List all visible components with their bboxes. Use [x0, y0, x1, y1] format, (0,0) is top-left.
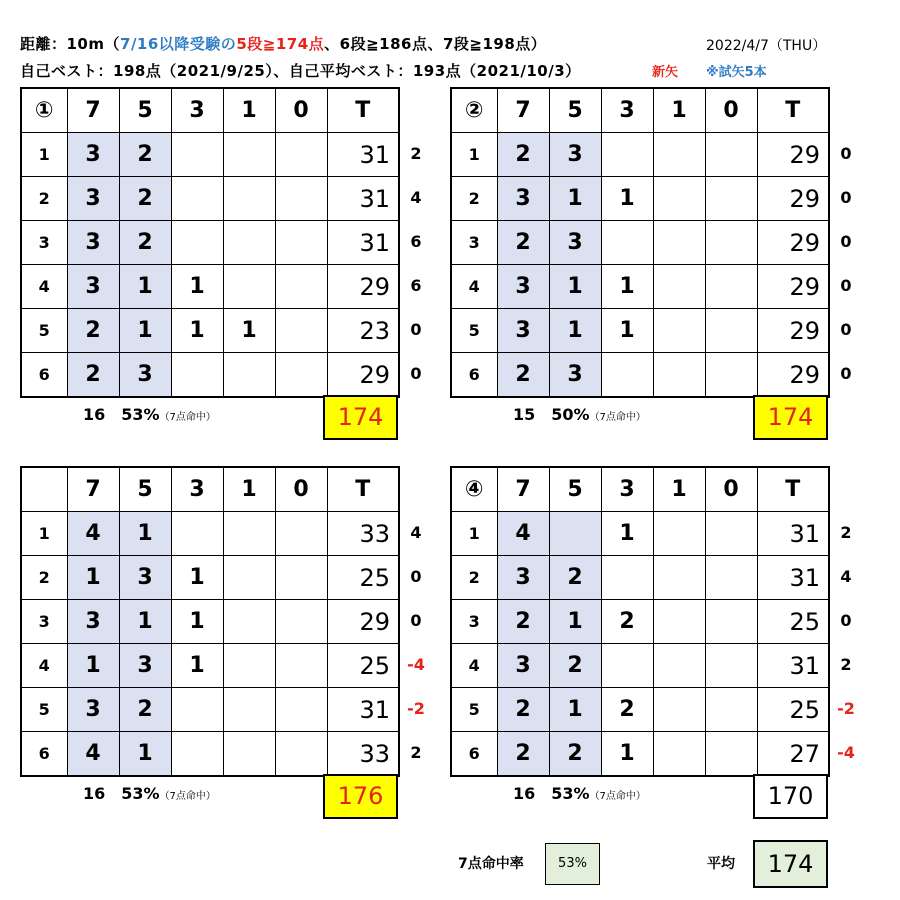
end-diff: 0	[840, 188, 852, 207]
header-row	[451, 467, 829, 512]
count-5	[549, 512, 601, 556]
header-6-7dan-requirement: 、6段≧186点、7段≧198点）	[324, 35, 547, 53]
count-5: 1	[549, 600, 601, 644]
count-7: 2	[497, 600, 549, 644]
end-row	[21, 732, 399, 777]
round-table-2	[450, 87, 830, 398]
seven-hits: 16	[513, 784, 536, 803]
column-header: 7	[497, 467, 549, 512]
count-3	[171, 512, 223, 556]
count-5: 1	[549, 265, 601, 309]
end-row	[21, 512, 399, 556]
end-total: 25	[757, 688, 829, 732]
count-3	[171, 221, 223, 265]
column-header: 0	[275, 88, 327, 133]
end-diff: 4	[840, 567, 852, 586]
column-header: T	[757, 467, 829, 512]
end-number: 1	[451, 133, 497, 177]
count-0	[705, 177, 757, 221]
count-1	[223, 133, 275, 177]
count-1	[223, 600, 275, 644]
count-3: 1	[171, 309, 223, 353]
end-diff: 0	[840, 144, 852, 163]
end-row	[21, 644, 399, 688]
count-5: 1	[119, 732, 171, 777]
count-0	[275, 221, 327, 265]
end-diff: 0	[840, 276, 852, 295]
column-header: 1	[223, 467, 275, 512]
end-diff: 2	[840, 523, 852, 542]
count-7: 3	[497, 177, 549, 221]
count-5: 1	[549, 688, 601, 732]
end-row	[21, 265, 399, 309]
end-diff: 0	[410, 364, 422, 383]
column-header: 7	[67, 467, 119, 512]
count-0	[705, 644, 757, 688]
end-number: 6	[451, 732, 497, 777]
count-5: 3	[549, 353, 601, 398]
count-1	[653, 732, 705, 777]
count-3	[601, 556, 653, 600]
column-header: T	[757, 88, 829, 133]
end-number: 5	[451, 309, 497, 353]
end-number: 2	[451, 177, 497, 221]
end-number: 1	[451, 512, 497, 556]
round-total: 174	[753, 395, 828, 440]
end-number: 6	[21, 732, 67, 777]
seven-hit-note: （7点命中）	[159, 791, 216, 802]
count-7: 3	[497, 309, 549, 353]
column-header: 0	[705, 88, 757, 133]
count-5: 1	[119, 265, 171, 309]
average-label: 平均	[707, 856, 735, 872]
round-total: 170	[753, 774, 828, 819]
seven-hit-percent: 53%	[121, 784, 160, 803]
count-0	[705, 600, 757, 644]
end-number: 5	[21, 688, 67, 732]
count-3	[601, 133, 653, 177]
end-row	[451, 221, 829, 265]
count-3: 2	[601, 688, 653, 732]
end-total: 31	[327, 688, 399, 732]
end-diff: 0	[840, 364, 852, 383]
end-number: 4	[21, 644, 67, 688]
end-row	[21, 221, 399, 265]
end-diff: 4	[410, 523, 422, 542]
trial-arrows-label: ※試矢5本	[706, 65, 767, 80]
end-diff: -4	[407, 655, 425, 674]
column-header: 5	[119, 88, 171, 133]
count-3: 1	[171, 265, 223, 309]
header-5dan-requirement: 5段≧174点	[236, 35, 325, 53]
end-total: 29	[757, 133, 829, 177]
count-7: 1	[67, 556, 119, 600]
count-1	[653, 177, 705, 221]
count-7: 2	[497, 221, 549, 265]
end-diff: -2	[407, 699, 425, 718]
end-row	[451, 600, 829, 644]
end-row	[451, 265, 829, 309]
count-5: 2	[119, 177, 171, 221]
count-5: 3	[549, 221, 601, 265]
count-0	[705, 221, 757, 265]
count-3	[171, 688, 223, 732]
end-total: 29	[327, 600, 399, 644]
column-header: 3	[601, 467, 653, 512]
new-arrows-label: 新矢	[652, 65, 679, 80]
count-7: 2	[497, 732, 549, 777]
count-0	[275, 353, 327, 398]
count-5: 1	[549, 177, 601, 221]
count-0	[705, 512, 757, 556]
count-5: 3	[549, 133, 601, 177]
count-3: 1	[601, 309, 653, 353]
column-header: 1	[223, 88, 275, 133]
count-7: 2	[497, 133, 549, 177]
count-1	[223, 732, 275, 777]
count-1	[653, 353, 705, 398]
end-diff: 4	[410, 188, 422, 207]
count-1	[653, 221, 705, 265]
round-total: 174	[323, 395, 398, 440]
end-row	[21, 688, 399, 732]
column-header: 0	[705, 467, 757, 512]
end-total: 31	[757, 644, 829, 688]
count-7: 4	[67, 512, 119, 556]
end-total: 29	[757, 221, 829, 265]
hit-rate-label: 7点命中率	[458, 856, 524, 872]
count-0	[275, 265, 327, 309]
seven-hit-percent: 53%	[121, 405, 160, 424]
count-7: 3	[497, 644, 549, 688]
end-row	[451, 353, 829, 398]
count-7: 3	[497, 265, 549, 309]
count-1	[653, 512, 705, 556]
count-3	[171, 133, 223, 177]
end-number: 3	[21, 221, 67, 265]
end-total: 25	[757, 600, 829, 644]
seven-hit-percent: 53%	[551, 784, 590, 803]
count-7: 3	[67, 177, 119, 221]
count-1	[653, 556, 705, 600]
average-value: 174	[753, 840, 828, 888]
end-total: 31	[327, 133, 399, 177]
end-number: 1	[21, 512, 67, 556]
round-label: ①	[21, 88, 67, 133]
count-5: 1	[119, 600, 171, 644]
count-3	[171, 353, 223, 398]
end-number: 2	[451, 556, 497, 600]
count-3	[171, 177, 223, 221]
count-0	[275, 644, 327, 688]
header-row	[21, 467, 399, 512]
round-table-3	[20, 466, 400, 777]
end-number: 1	[21, 133, 67, 177]
end-number: 4	[451, 265, 497, 309]
end-diff: -2	[837, 699, 855, 718]
header-line-1	[20, 33, 546, 54]
count-3: 1	[171, 556, 223, 600]
column-header: 7	[497, 88, 549, 133]
round-label: ④	[451, 467, 497, 512]
count-0	[705, 133, 757, 177]
column-header: 5	[549, 88, 601, 133]
count-3: 1	[601, 512, 653, 556]
date-label: 2022/4/7（THU）	[706, 38, 827, 54]
count-0	[275, 133, 327, 177]
count-0	[275, 600, 327, 644]
end-row	[451, 644, 829, 688]
end-row	[451, 177, 829, 221]
end-row	[451, 556, 829, 600]
count-0	[705, 688, 757, 732]
end-number: 2	[21, 177, 67, 221]
seven-hit-percent: 50%	[551, 405, 590, 424]
end-number: 4	[21, 265, 67, 309]
count-7: 4	[67, 732, 119, 777]
end-row	[21, 556, 399, 600]
count-0	[275, 556, 327, 600]
end-diff: 2	[410, 144, 422, 163]
end-diff: 0	[410, 611, 422, 630]
column-header: 5	[119, 467, 171, 512]
seven-hits: 16	[83, 405, 106, 424]
column-header: 3	[171, 88, 223, 133]
end-diff: 0	[410, 567, 422, 586]
end-row	[21, 600, 399, 644]
count-1	[223, 556, 275, 600]
end-row	[21, 177, 399, 221]
end-diff: 0	[840, 320, 852, 339]
count-1	[223, 221, 275, 265]
end-row	[21, 133, 399, 177]
count-5: 1	[119, 512, 171, 556]
count-3: 1	[171, 600, 223, 644]
count-1	[223, 177, 275, 221]
end-number: 6	[21, 353, 67, 398]
end-diff: 0	[840, 232, 852, 251]
count-0	[705, 265, 757, 309]
count-1	[653, 309, 705, 353]
count-0	[275, 512, 327, 556]
round-stats	[513, 784, 646, 803]
count-1	[223, 353, 275, 398]
round-stats	[83, 405, 216, 424]
count-7: 2	[497, 688, 549, 732]
end-row	[451, 688, 829, 732]
end-number: 4	[451, 644, 497, 688]
count-1	[223, 688, 275, 732]
count-3	[601, 644, 653, 688]
column-header: 7	[67, 88, 119, 133]
hit-rate-value: 53%	[545, 843, 600, 885]
end-total: 29	[327, 265, 399, 309]
end-diff: -4	[837, 743, 855, 762]
round-table-1	[20, 87, 400, 398]
end-total: 29	[757, 309, 829, 353]
count-7: 2	[497, 353, 549, 398]
end-total: 29	[757, 353, 829, 398]
end-row	[451, 732, 829, 777]
column-header: 3	[171, 467, 223, 512]
end-total: 25	[327, 644, 399, 688]
count-3: 1	[601, 177, 653, 221]
end-total: 33	[327, 732, 399, 777]
end-number: 3	[21, 600, 67, 644]
end-row	[451, 133, 829, 177]
end-number: 3	[451, 600, 497, 644]
count-5: 1	[119, 309, 171, 353]
round-stats	[513, 405, 646, 424]
count-5: 2	[119, 688, 171, 732]
count-1	[653, 265, 705, 309]
count-0	[705, 309, 757, 353]
header-row	[451, 88, 829, 133]
count-1	[653, 600, 705, 644]
end-total: 23	[327, 309, 399, 353]
seven-hit-note: （7点命中）	[589, 412, 646, 423]
count-3: 1	[601, 265, 653, 309]
end-diff: 0	[410, 320, 422, 339]
count-1	[223, 512, 275, 556]
count-3: 1	[171, 644, 223, 688]
count-7: 1	[67, 644, 119, 688]
count-0	[275, 732, 327, 777]
end-row	[21, 309, 399, 353]
end-number: 6	[451, 353, 497, 398]
count-5: 2	[549, 732, 601, 777]
header-row	[21, 88, 399, 133]
count-7: 3	[67, 133, 119, 177]
count-1	[223, 644, 275, 688]
count-3	[601, 221, 653, 265]
column-header: T	[327, 88, 399, 133]
end-total: 29	[757, 265, 829, 309]
end-row	[451, 512, 829, 556]
column-header: 0	[275, 467, 327, 512]
seven-hit-note: （7点命中）	[159, 412, 216, 423]
round-total: 176	[323, 774, 398, 819]
count-7: 3	[67, 265, 119, 309]
end-diff: 2	[410, 743, 422, 762]
end-row	[21, 353, 399, 398]
end-number: 5	[21, 309, 67, 353]
end-total: 31	[327, 177, 399, 221]
count-3	[601, 353, 653, 398]
count-1	[653, 133, 705, 177]
round-table-4	[450, 466, 830, 777]
end-total: 29	[757, 177, 829, 221]
count-5: 1	[549, 309, 601, 353]
end-number: 5	[451, 688, 497, 732]
count-1: 1	[223, 309, 275, 353]
count-0	[705, 556, 757, 600]
end-diff: 6	[410, 232, 422, 251]
column-header: T	[327, 467, 399, 512]
end-diff: 0	[840, 611, 852, 630]
count-5: 2	[119, 221, 171, 265]
end-total: 31	[327, 221, 399, 265]
header-distance: 距離：10m（	[20, 35, 121, 53]
end-total: 31	[757, 512, 829, 556]
end-total: 29	[327, 353, 399, 398]
end-total: 31	[757, 556, 829, 600]
count-5: 3	[119, 644, 171, 688]
column-header: 3	[601, 88, 653, 133]
count-0	[705, 732, 757, 777]
count-5: 2	[549, 644, 601, 688]
count-3	[171, 732, 223, 777]
round-label: ②	[451, 88, 497, 133]
count-5: 2	[119, 133, 171, 177]
end-number: 3	[451, 221, 497, 265]
end-number: 2	[21, 556, 67, 600]
round-label	[21, 467, 67, 512]
column-header: 5	[549, 467, 601, 512]
count-0	[275, 177, 327, 221]
end-row	[451, 309, 829, 353]
count-7: 2	[67, 353, 119, 398]
end-total: 25	[327, 556, 399, 600]
end-total: 27	[757, 732, 829, 777]
count-3: 2	[601, 600, 653, 644]
column-header: 1	[653, 88, 705, 133]
seven-hits: 15	[513, 405, 536, 424]
count-1	[223, 265, 275, 309]
end-diff: 2	[840, 655, 852, 674]
count-5: 3	[119, 556, 171, 600]
count-0	[275, 309, 327, 353]
end-diff: 6	[410, 276, 422, 295]
count-5: 3	[119, 353, 171, 398]
count-7: 3	[67, 221, 119, 265]
count-7: 3	[67, 688, 119, 732]
count-7: 2	[67, 309, 119, 353]
count-1	[653, 688, 705, 732]
count-7: 4	[497, 512, 549, 556]
count-5: 2	[549, 556, 601, 600]
count-3: 1	[601, 732, 653, 777]
round-stats	[83, 784, 216, 803]
count-0	[705, 353, 757, 398]
header-exam-date-note: 7/16以降受験の	[120, 35, 237, 53]
column-header: 1	[653, 467, 705, 512]
header-line-2: 自己ベスト：198点（2021/9/25）、自己平均ベスト：193点（2021/10/3）	[20, 62, 581, 80]
seven-hit-note: （7点命中）	[589, 791, 646, 802]
count-7: 3	[497, 556, 549, 600]
count-0	[275, 688, 327, 732]
count-1	[653, 644, 705, 688]
count-7: 3	[67, 600, 119, 644]
end-total: 33	[327, 512, 399, 556]
seven-hits: 16	[83, 784, 106, 803]
